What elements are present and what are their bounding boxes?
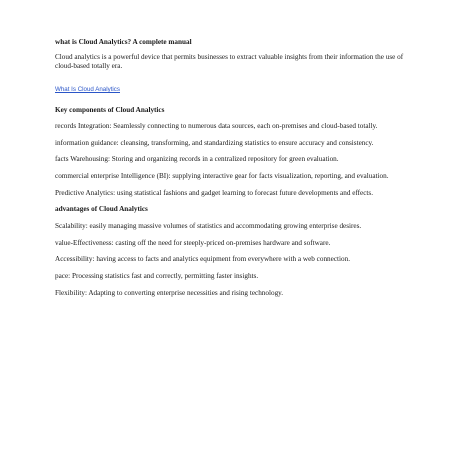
what-is-cloud-analytics-link[interactable]: What Is Cloud Analytics [55, 86, 120, 94]
component-paragraph: facts Warehousing: Storing and organizing records in a centralized repository for green evaluation. [55, 155, 339, 164]
component-paragraph: records Integration: Seamlessly connecting to numerous data sources, each on-premises and cloud-based totally. [55, 122, 378, 131]
advantage-paragraph: Flexibility: Adapting to converting enterprise necessities and rising technology. [55, 288, 284, 297]
advantage-paragraph: Accessibility: having access to facts and analytics equipment from everywhere with a web connection. [55, 255, 350, 264]
document-title: what is Cloud Analytics? A complete manual [55, 38, 192, 46]
component-paragraph: information guidance: cleansing, transforming, and standardizing statistics to ensure accuracy and consistency. [55, 138, 374, 147]
document-page [55, 38, 405, 305]
component-paragraph: commercial enterprise Intelligence (BI): supplying interactive gear for facts visualization, reporting, and evaluation. [55, 171, 389, 180]
component-paragraph: Predictive Analytics: using statistical fashions and gadget learning to forecast future developments and effects. [55, 188, 374, 197]
intro-paragraph: Cloud analytics is a powerful device that permits businesses to extract valuable insights from their information the use of cloud-based totally era. [55, 53, 404, 70]
components-heading: Key components of Cloud Analytics [55, 106, 165, 115]
advantage-paragraph: value-Effectiveness: casting off the need for steeply-priced on-premises hardware and software. [55, 238, 331, 247]
advantages-heading: advantages of Cloud Analytics [55, 205, 148, 214]
advantage-paragraph: Scalability: easily managing massive volumes of statistics and accommodating growing enterprise desires. [55, 222, 362, 231]
advantage-paragraph: pace: Processing statistics fast and correctly, permitting faster insights. [55, 271, 259, 280]
